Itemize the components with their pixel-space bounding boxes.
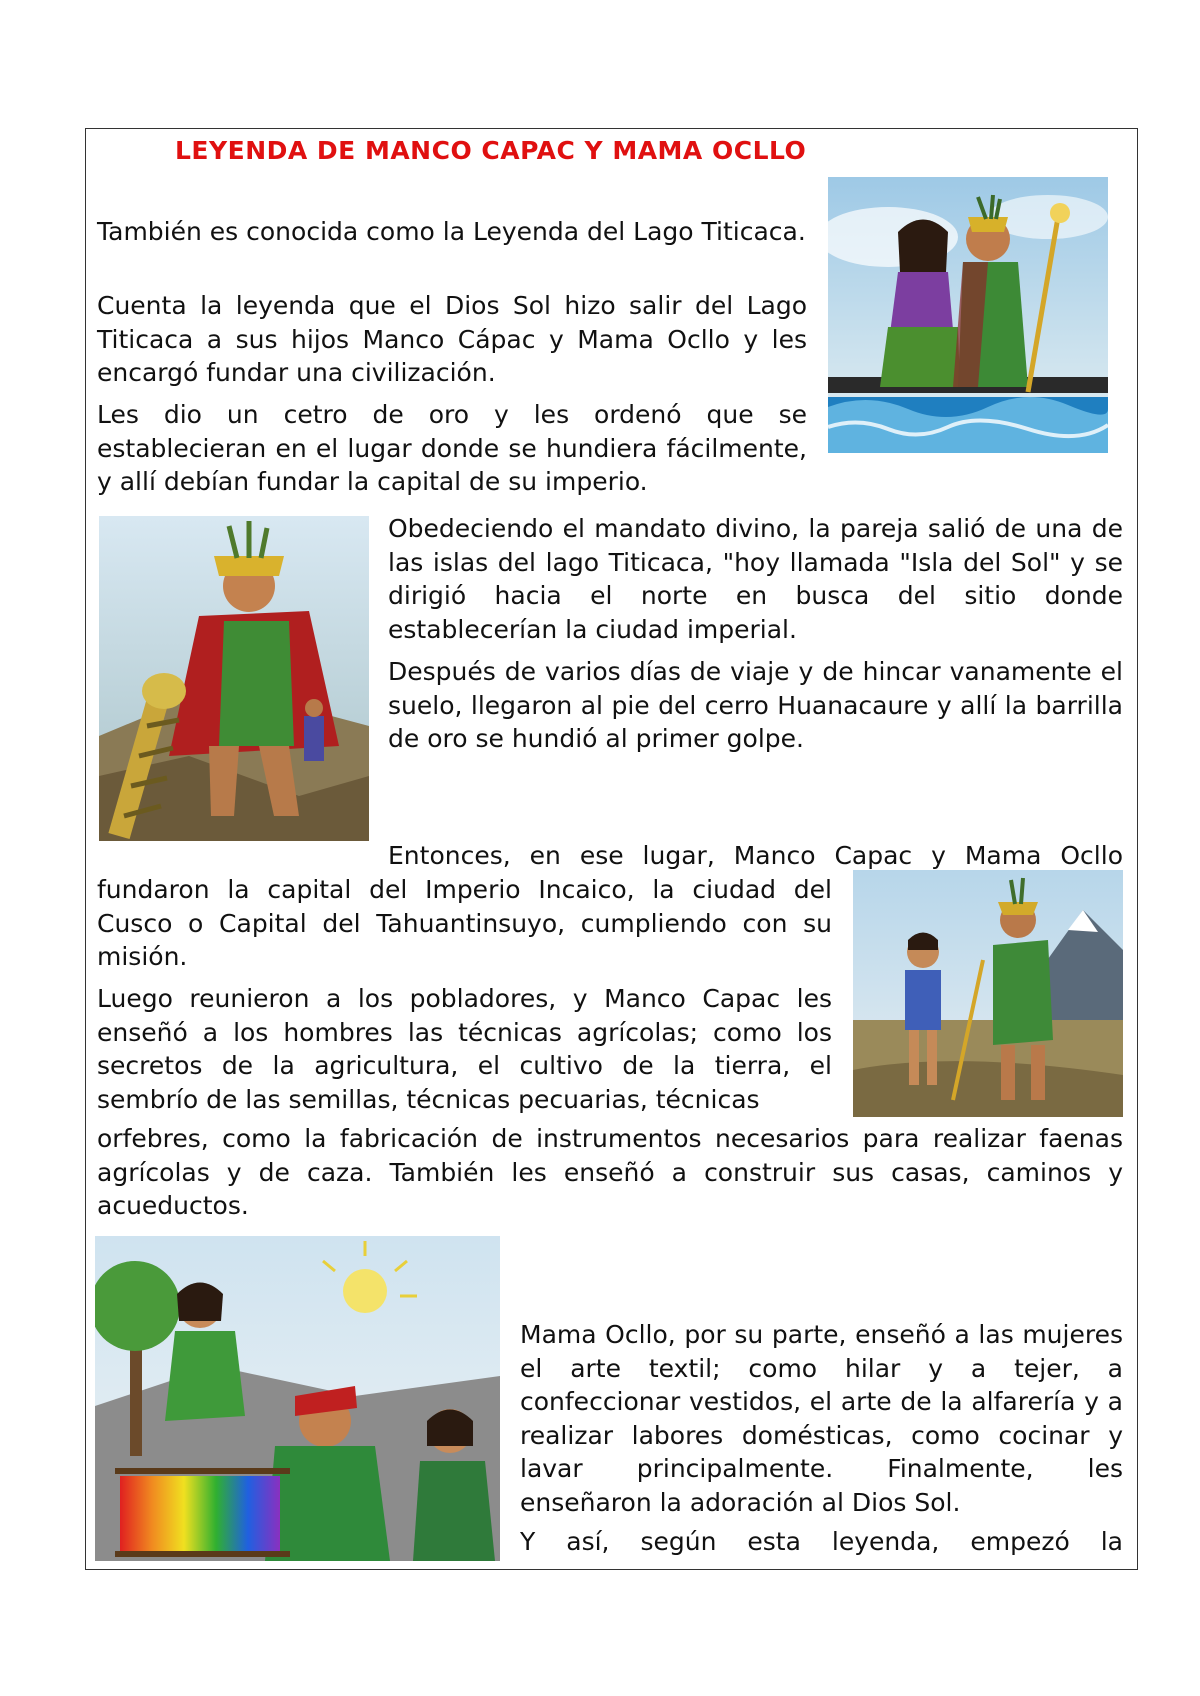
document-title: LEYENDA DE MANCO CAPAC Y MAMA OCLLO [175, 136, 807, 165]
illustration-couple-lake [828, 177, 1108, 453]
paragraph-7: fundaron la capital del Imperio Incaico, la ciudad del Cusco o Capital del Tahuantinsuyo, cumpliendo con su misión. [97, 875, 832, 971]
paragraph-11: Y así, según esta leyenda, empezó la [520, 1527, 1123, 1556]
illustration-weaving [95, 1236, 500, 1561]
paragraph-6: Entonces, en ese lugar, Manco Capac y Mama Ocllo [388, 841, 1123, 870]
paragraph-8: Luego reunieron a los pobladores, y Manco Capac les enseñó a los hombres las técnicas agrícolas; como los secretos de la agricultura, el cultivo de la tierra, el sembrío de las semillas, técnicas pecuarias, técnicas [97, 984, 832, 1114]
paragraph-10: Mama Ocllo, por su parte, enseñó a las mujeres el arte textil; como hilar y a tejer, a confeccionar vestidos, el arte de la alfarería y a realizar labores domésticas, como cocinar y lavar principalmente. Finalmente, les enseñaron la adoración al Dios Sol. [520, 1320, 1123, 1517]
illustration-agriculture [853, 870, 1123, 1117]
paragraph-1: También es conocida como la Leyenda del Lago Titicaca. [97, 217, 806, 246]
paragraph-4: Obedeciendo el mandato divino, la pareja salió de una de las islas del lago Titicaca, "hoy llamada "Isla del Sol" y se dirigió hacia el norte en busca del sitio donde establecerían la ciudad imperial. [388, 514, 1123, 644]
illustration-manco-capac-staff [99, 516, 369, 841]
paragraph-9: orfebres, como la fabricación de instrumentos necesarios para realizar faenas agrícolas y de caza. También les enseñó a construir sus casas, caminos y acueductos. [97, 1124, 1123, 1220]
paragraph-5: Después de varios días de viaje y de hincar vanamente el suelo, llegaron al pie del cerro Huanacaure y allí la barrilla de oro se hundió al primer golpe. [388, 657, 1123, 753]
paragraph-3: Les dio un cetro de oro y les ordenó que se establecieran en el lugar donde se hundiera fácilmente, y allí debían fundar la capital de su imperio. [97, 400, 807, 496]
paragraph-2: Cuenta la leyenda que el Dios Sol hizo salir del Lago Titicaca a sus hijos Manco Cápac y Mama Ocllo y les encargó fundar una civilización. [97, 291, 807, 387]
